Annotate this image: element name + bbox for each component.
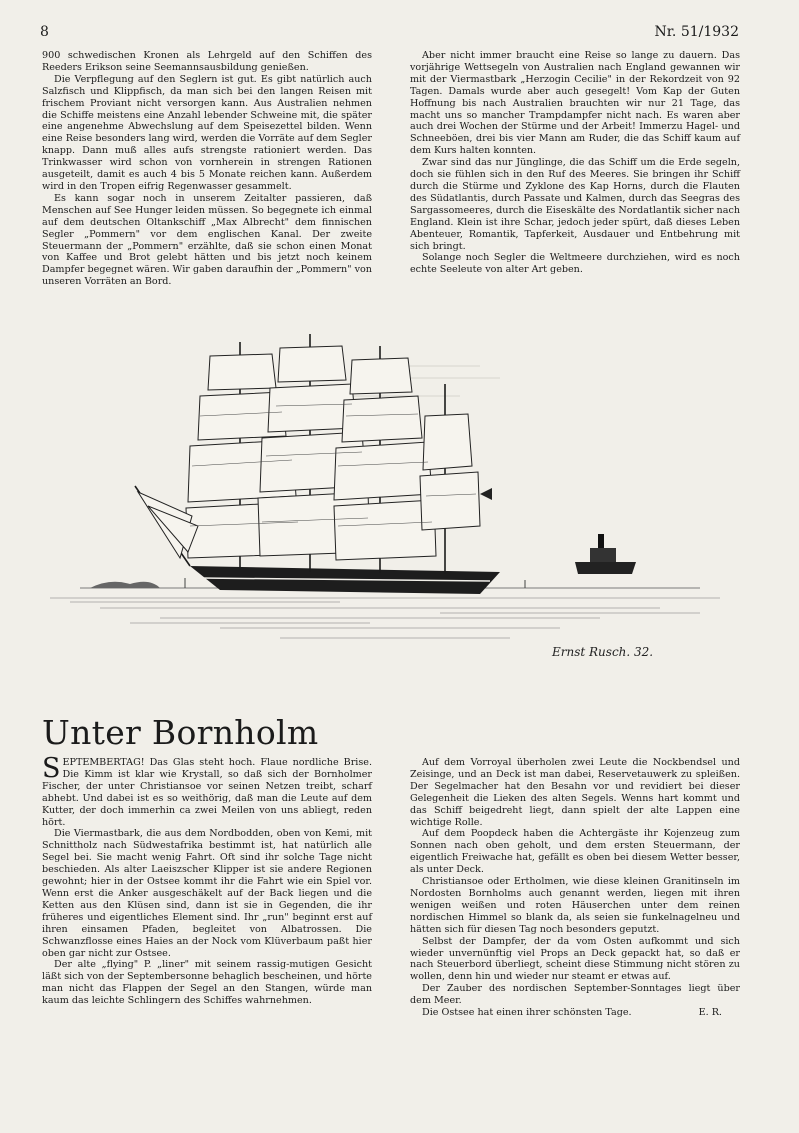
paragraph: Auf dem Poopdeck haben die Achtergäste ihr Kojenzeug zum Sonnen nach oben geholt, und dem ersten Steuermann, der eigentlich Freiwache hat, gefällt es oben bei diesem Wetter besser, als unter Deck.: [410, 828, 740, 876]
artist-signature: Ernst Rusch. 32.: [552, 645, 654, 659]
first-paragraph: [42, 753, 372, 828]
sea-hatching: [50, 598, 720, 638]
author-signature: E. R.: [698, 1007, 722, 1019]
island: [90, 582, 160, 588]
top-right-column: [410, 50, 740, 276]
closing-line: [410, 1007, 740, 1019]
paragraph: Die Viermastbark, die aus dem Nordbodden, oben von Kemi, mit Schnittholz nach Südwestafrika bestimmt ist, hat natürlich alle Segel bei. Sie macht wenig Fahrt. Oft sind ihr solche Tage nicht beschieden. Als alter Laeiszscher Klipper ist sie andere Regionen gewohnt; hier in der Ostsee kommt ihr die Fahrt wie ein Spiel vor. Wenn erst die Anker ausgeschäkelt auf der Back liegen und die Ketten aus den Klüsen sind, dann ist sie in Gegenden, die ihr früheres und eigentliches Element sind. Ihr „run" beginnt erst auf ihren einsamen Pfaden, begleitet von Albatrossen. Die Schwanzflosse eines Haies an der Nock vom Klüverbaum paßt hier oben gar nicht zur Ostsee.: [42, 828, 372, 959]
paragraph: Es kann sogar noch in unserem Zeitalter passieren, daß Menschen auf See Hunger leiden müssen. So begegnete ich einmal auf dem deutschen Oltankschiff „Max Albrecht" dem finnischen Segler „Pommern" vor dem englischen Kanal. Der zweite Steuermann der „Pommern" erzählte, daß sie schon einen Monat von Kaffee und Brot gelebt hätten und bis jetzt noch keinem Dampfer begegnet wären. Wir gaben daraufhin der „Pommern" von unseren Vorräten an Bord.: [42, 192, 372, 288]
flag: [480, 488, 492, 500]
top-left-column: [42, 50, 372, 288]
paragraph: Selbst der Dampfer, der da vom Osten aufkommt und sich wieder unvernünftig viel Props an Deck gepackt hat, so daß er nach Steuerbord überliegt, scheint diese Stimmung nicht stören zu wollen, denn hin und wieder nur steamt er etwas auf.: [410, 935, 740, 983]
sailing-ship-illustration: [40, 326, 740, 686]
paragraph: Zwar sind das nur Jünglinge, die das Schiff um die Erde segeln, doch sie fühlen sich in den Ruf des Meeres. Sie bringen ihr Schiff durch die Stürme und Zyklone des Kap Horns, durch die Flauten des Südatlantis, durch Passate und Kalmen, durch das Seegras des Sargassomeeres, durch die Eiseskälte des Nordatlantik sicher nach England. Klein ist ihre Schar, jedoch jeder spürt, daß dieses Leben Abenteuer, Romantik, Tapferkeit, Ausdauer und Entbehrung mit sich bringt.: [410, 157, 740, 252]
paragraph: Auf dem Vorroyal überholen zwei Leute die Nockbendsel und Zeisinge, und an Deck ist man dabei, Reservetauwerk zu spleißen. Der Segelmacher hat den Besahn vor und revidiert bei dieser Gelegenheit die Lieken des alten Segels. Wenns hart kommt und das Schiff beigedreht liegt, dann spielt der alte Lappen eine wichtige Rolle.: [410, 757, 740, 828]
paragraph: Christiansoe oder Ertholmen, wie diese kleinen Granitinseln im Nordosten Bornholms auch genannt werden, liegen mit ihren wenigen weißen und roten Häuserchen unter dem reinen nordischen Himmel so blank da, als seien sie funkelnagelneu und hätten sich für diesen Tag noch besonders geputzt.: [410, 876, 740, 935]
issue-number: Nr. 51/1932: [654, 24, 739, 40]
closing-text: Die Ostsee hat einen ihrer schönsten Tage.: [422, 1007, 632, 1019]
paragraph-text: EPTEMBERTAG! Das Glas steht hoch. Flaue nordliche Brise. Die Kimm ist klar wie Krystall, so daß sich der Bornholmer Fischer, der unter Christiansoe vor seinen Netzen treibt, scharf abhebt. Und dabei ist es so weithörig, daß man die Leute auf dem Kutter, der doch immerhin ca zwei Meilen von uns abliegt, reden hört.: [42, 757, 372, 828]
paragraph: Der Zauber des nordischen September-Sonntages liegt über dem Meer.: [410, 983, 740, 1007]
paragraph: Solange noch Segler die Weltmeere durchziehen, wird es noch echte Seeleute von alter Art geben.: [410, 252, 740, 276]
paragraph: Die Verpflegung auf den Seglern ist gut. Es gibt natürlich auch Salzfisch und Klippfisch, da man sich bei den langen Reisen mit frischem Proviant nicht versorgen kann. Aus Australien nehmen die Schiffe meistens eine Anzahl lebender Schweine mit, die später eine angenehme Abwechslung auf dem Speisezettel bilden. Wenn eine Reise besonders lang wird, werden die Vorräte auf dem Segler knapp. Dann muß alles aufs strengste rationiert werden. Das Trinkwasser wird schon von vornherein in strengen Rationen ausgeteilt, damit es auch 4 bis 5 Monate reichen kann. Außerdem wird in den Tropen eifrig Regenwasser gesammelt.: [42, 73, 372, 192]
article-left-column: [42, 753, 372, 1007]
page-number: 8: [40, 24, 49, 40]
article-right-column: [410, 757, 740, 1019]
paragraph: Aber nicht immer braucht eine Reise so lange zu dauern. Das vorjährige Wettsegeln von Australien nach England gewannen wir mit der Viermastbark „Herzogin Cecilie" in der Rekordzeit von 92 Tagen. Damals wurde aber auch gesegelt! Vom Kap der Guten Hoffnung bis nach Australien brauchten wir nur 21 Tage, das macht uns so mancher Trampdampfer nicht nach. Es waren aber auch drei Wochen der Stürme und der Arbeit! Immerzu Hagel- und Schneeböen, drei bis vier Mann am Ruder, die das Schiff kaum auf dem Kurs halten konnten.: [410, 50, 740, 157]
article-title: Unter Bornholm: [42, 713, 319, 752]
steamer-ship: [575, 534, 636, 574]
paragraph: 900 schwedischen Kronen als Lehrgeld auf den Schiffen des Reeders Erikson seine Seemannsausbildung genießen.: [42, 50, 372, 73]
paragraph: Der alte „flying" P. „liner" mit seinem rassig-mutigen Gesicht läßt sich von der Septembersonne behaglich bescheinen, und hörte man nicht das Flappen der Segel an den Stangen, würde man kaum das leichte Schlingern des Schiffes wahrnehmen.: [42, 959, 372, 1007]
drop-cap: S: [42, 753, 61, 784]
